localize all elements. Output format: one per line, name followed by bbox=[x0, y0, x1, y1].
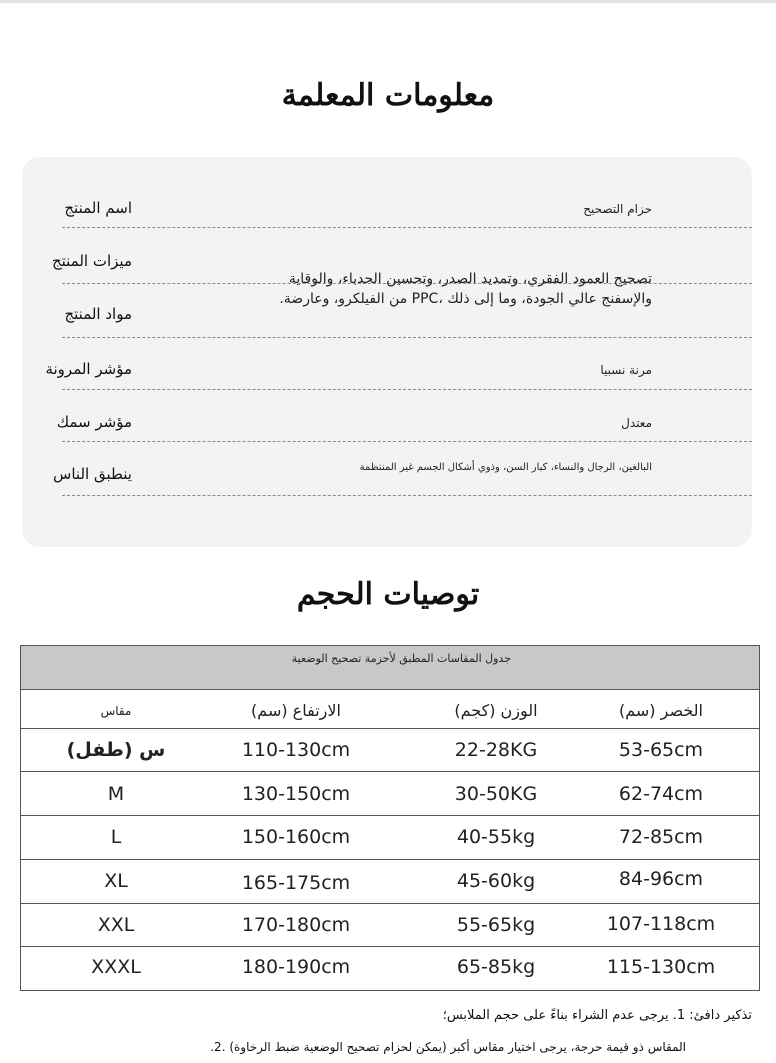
cell-height: 180-190cm bbox=[241, 956, 351, 978]
cell-size: XL bbox=[104, 870, 128, 892]
row-divider bbox=[62, 227, 752, 228]
header-size: مقاس bbox=[100, 704, 132, 718]
size-table bbox=[20, 645, 760, 991]
info-card bbox=[22, 157, 752, 547]
cell-waist: 62-74cm bbox=[618, 783, 704, 805]
value-thickness: معتدل bbox=[621, 416, 652, 430]
row-divider bbox=[62, 441, 752, 442]
label-thickness: مؤشر سمك bbox=[56, 413, 132, 431]
row-divider bbox=[62, 495, 752, 496]
cell-size: L bbox=[110, 826, 122, 848]
row-divider bbox=[62, 389, 752, 390]
header-waist: الخصر (سم) bbox=[619, 701, 703, 720]
row-divider bbox=[21, 728, 759, 729]
label-elasticity: مؤشر المرونة bbox=[45, 360, 132, 378]
cell-weight: 65-85kg bbox=[456, 956, 536, 978]
value-features-line1: تصحيح العمود الفقري، وتمديد الصدر، وتحسين الحدباء، والوقاية bbox=[288, 271, 652, 287]
top-divider bbox=[0, 0, 776, 3]
value-features-line2: والإسفنج عالي الجودة، وما إلى ذلك ،PPC من الفيلكرو، وعارضة. bbox=[279, 291, 652, 307]
row-divider bbox=[21, 771, 759, 772]
cell-waist: 107-118cm bbox=[606, 913, 716, 935]
row-divider bbox=[21, 859, 759, 860]
cell-waist: 115-130cm bbox=[606, 956, 716, 978]
table-caption: جدول المقاسات المطبق لأحزمة تصحيح الوضعية bbox=[291, 652, 511, 665]
cell-weight: 22-28KG bbox=[454, 739, 538, 761]
label-product-materials: مواد المنتج bbox=[64, 305, 132, 323]
header-height: الارتفاع (سم) bbox=[251, 701, 341, 720]
label-product-name: اسم المنتج bbox=[64, 199, 132, 217]
cell-waist: 53-65cm bbox=[618, 739, 704, 761]
info-title: معلومات المعلمة bbox=[281, 78, 495, 113]
cell-size: XXL bbox=[97, 914, 135, 936]
cell-height: 170-180cm bbox=[241, 914, 351, 936]
value-product-name: حزام التصحيح bbox=[583, 202, 652, 216]
value-target-users: البالغين، الرجال والنساء، كبار السن، وذوي أشكال الجسم غير المنتظمة bbox=[359, 462, 652, 473]
label-target-users: ينطبق الناس bbox=[53, 465, 132, 483]
row-divider bbox=[21, 815, 759, 816]
cell-height: 110-130cm bbox=[241, 739, 351, 761]
row-divider bbox=[21, 903, 759, 904]
note-line-1: تذكير دافئ: 1. يرجى عدم الشراء بناءً على حجم الملابس؛ bbox=[442, 1008, 752, 1023]
cell-height: 165-175cm bbox=[241, 872, 351, 894]
cell-weight: 40-55kg bbox=[456, 826, 536, 848]
cell-weight: 45-60kg bbox=[456, 870, 536, 892]
cell-height: 150-160cm bbox=[241, 826, 351, 848]
cell-size: M bbox=[107, 783, 125, 805]
cell-size: س (طفل) bbox=[66, 739, 166, 761]
row-divider bbox=[62, 337, 752, 338]
label-product-features: ميزات المنتج bbox=[51, 252, 132, 270]
cell-size: XXXL bbox=[91, 956, 141, 978]
cell-waist: 84-96cm bbox=[618, 868, 704, 890]
row-divider bbox=[21, 946, 759, 947]
note-line-2: المقاس ذو قيمة حرجة، يرجى اختيار مقاس أكبر (يمكن لحزام تصحيح الوضعية ضبط الرخاوة) .2. bbox=[210, 1040, 686, 1054]
cell-weight: 30-50KG bbox=[454, 783, 538, 805]
value-elasticity: مرنة نسبيا bbox=[600, 363, 652, 377]
header-weight: الوزن (كجم) bbox=[454, 701, 538, 720]
cell-waist: 72-85cm bbox=[618, 826, 704, 848]
cell-height: 130-150cm bbox=[241, 783, 351, 805]
cell-weight: 55-65kg bbox=[456, 914, 536, 936]
table-caption-bar bbox=[21, 646, 759, 690]
size-title: توصيات الحجم bbox=[296, 577, 480, 612]
